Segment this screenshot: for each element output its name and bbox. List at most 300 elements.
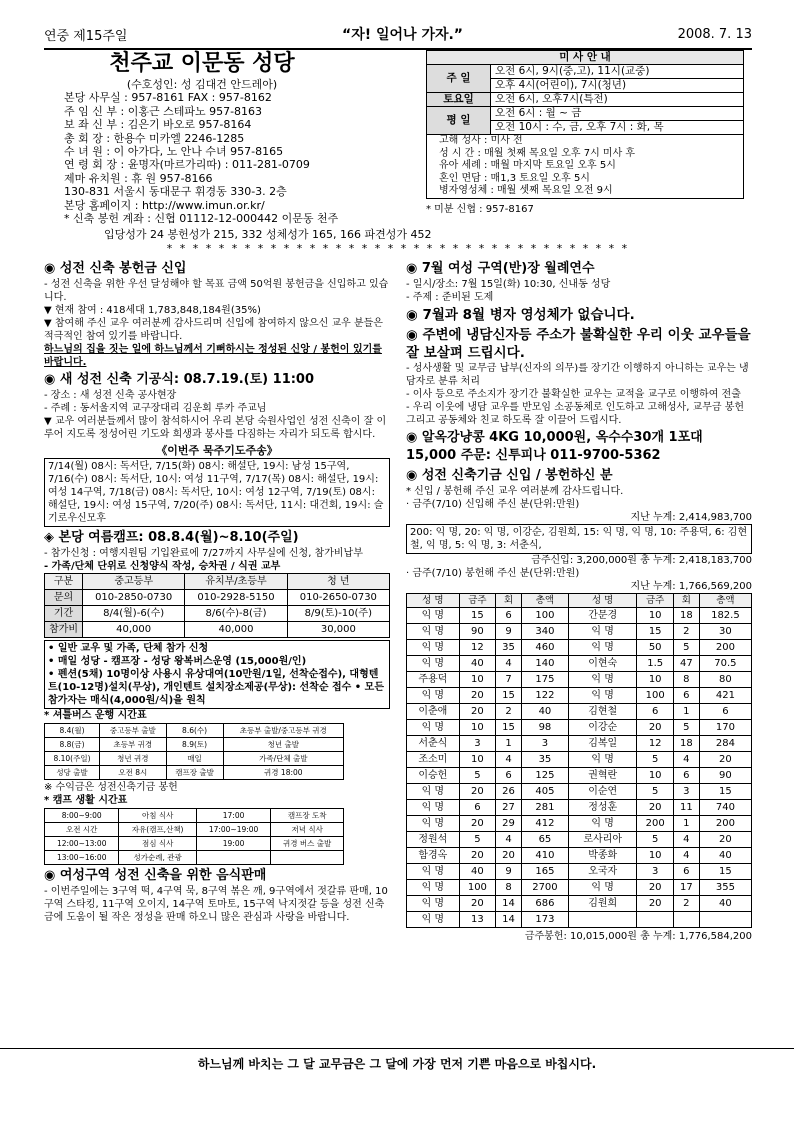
donation-cell: 로사리아 <box>568 832 637 848</box>
text-line: - 성전 신축을 위한 우선 달성해야 할 목표 금액 50억원 봉헌금을 신입하고 있습니다. <box>44 279 389 304</box>
donation-cell: 20 <box>637 896 673 912</box>
parish-line: 주 임 신 부 : 이홍근 스테파노 957-8163 <box>64 104 263 118</box>
text-line: ▼ 현재 참여 : 418세대 1,783,848,184원(35%) <box>44 305 261 317</box>
donation-cell: 20 <box>459 704 495 720</box>
donation-cell <box>568 912 637 928</box>
donation-cell: 18 <box>673 608 699 624</box>
donation-cell: 173 <box>522 912 569 928</box>
table-row <box>407 672 752 688</box>
donation-cell: 오국자 <box>568 864 637 880</box>
footer-message: 하느님께 바치는 그 달 교무금은 그 달에 가장 먼저 기쁜 마음으로 바칩시다. <box>0 1048 794 1072</box>
donation-cell: 익 명 <box>407 624 460 640</box>
camp-cell: 010-2928-5150 <box>185 590 287 606</box>
donation-cell: 4 <box>673 752 699 768</box>
donation-cell: 5 <box>673 720 699 736</box>
donation-cell: 182.5 <box>699 608 751 624</box>
camp-cell: 문의 <box>45 590 83 606</box>
table-row <box>407 784 752 800</box>
mass-details <box>427 135 744 199</box>
donation-cell: 7 <box>496 672 522 688</box>
camp-cell: 8/9(토)-10(주) <box>287 606 389 622</box>
donation-cell: 740 <box>699 800 751 816</box>
parish-info <box>44 50 420 225</box>
donation-cell: 이강순 <box>568 720 637 736</box>
mass-time: 오전 6시 : 월 ~ 금 <box>491 107 744 121</box>
donation-cell: 20 <box>637 800 673 816</box>
donation-cell: 익 명 <box>407 864 460 880</box>
table-row <box>407 896 752 912</box>
donation-cell: 6 <box>673 688 699 704</box>
donation-cell: 3 <box>673 784 699 800</box>
donation-cell: 200 <box>699 816 751 832</box>
donation-cell: 9 <box>496 864 522 880</box>
camp-header-cell: 유치부/초등부 <box>185 574 287 590</box>
donation-cell: 김현철 <box>568 704 637 720</box>
donation-cell: 4 <box>673 848 699 864</box>
donation-cell: 90 <box>459 624 495 640</box>
bus-cell: 초등부 귀경 <box>100 738 167 752</box>
donation-cell: 익 명 <box>407 640 460 656</box>
camp-table <box>44 573 390 638</box>
parish-line: 보 좌 신 부 : 김은기 바오로 957-8164 <box>64 118 252 132</box>
mass-detail-line: 성 시 간 : 매월 첫째 목요일 오후 7시 미사 후 <box>439 147 636 159</box>
life-cell: 아침 식사 <box>119 809 196 823</box>
donation-cell: 익 명 <box>568 672 637 688</box>
donation-cell: 6 <box>673 768 699 784</box>
text-line: ▼ 참여해 주신 교우 여러분께 감사드리며 신입에 참여하지 않으신 교우 분들은 적극적인 참여 있기를 바랍니다. <box>44 318 383 343</box>
donation-cell: 간문경 <box>568 608 637 624</box>
table-row <box>407 816 752 832</box>
donation-cell: 29 <box>496 816 522 832</box>
section-title: ◉ 여성구역 성전 신축을 위한 음식판매 <box>44 868 267 884</box>
donation-cell: 40 <box>459 864 495 880</box>
donation-cell: 10 <box>637 608 673 624</box>
donation-cell: 권혁란 <box>568 768 637 784</box>
donation-header: 총액 <box>699 594 751 608</box>
donation-cell: 410 <box>522 848 569 864</box>
mass-detail-line: 고해 성사 : 미사 전 <box>439 135 523 146</box>
donation-cell: 26 <box>496 784 522 800</box>
text-line: - 가족/단체 단위로 신청양식 작성, 승차권 / 식권 교부 <box>44 561 281 573</box>
donation-cell: 이순연 <box>568 784 637 800</box>
rosary-title: 《이번주 묵주기도주송》 <box>156 444 278 458</box>
donation-cell: 15 <box>699 784 751 800</box>
donation-cell: 20 <box>459 816 495 832</box>
donation-header: 성 명 <box>568 594 637 608</box>
donation-cell: 20 <box>459 848 495 864</box>
donation-cell: 10 <box>459 752 495 768</box>
table-row <box>407 832 752 848</box>
donation-cell: 40 <box>699 896 751 912</box>
camp-cell: 010-2850-0730 <box>83 590 185 606</box>
pledge-box: 200: 익 명, 20: 익 명, 이강순, 김원희, 15: 익 명, 익 명, 10: 주용덕, 6: 김현철, 익 명, 5: 익 명, 3: 서춘식, <box>406 524 752 554</box>
mass-time: 오전 6시, 9시(중,고), 11시(교중) <box>491 65 744 79</box>
text-line: - 주례 : 동서울지역 교구장대리 김운회 루카 주교님 <box>44 403 267 415</box>
mass-schedule <box>426 50 744 225</box>
parish-line: 130-831 서울시 동대문구 휘경동 330-3. 2층 <box>64 185 287 199</box>
donation-cell: 익 명 <box>407 784 460 800</box>
right-column <box>406 258 752 943</box>
camp-note: • 일반 교우 및 가족, 단체 참가 신청 <box>48 643 209 655</box>
donation-cell: 이승헌 <box>407 768 460 784</box>
left-column <box>44 258 390 943</box>
table-row <box>407 608 752 624</box>
donation-cell: 김원희 <box>568 896 637 912</box>
donation-cell: 15 <box>496 720 522 736</box>
star-divider: * * * * * * * * * * * * * * * * * * * * * * * * * * * * * * * * * * * * <box>166 242 630 256</box>
donation-header: 성 명 <box>407 594 460 608</box>
camp-header-cell: 청 년 <box>287 574 389 590</box>
table-row <box>407 800 752 816</box>
donation-cell: 122 <box>522 688 569 704</box>
donation-cell: 익 명 <box>407 880 460 896</box>
issue-date: 2008. 7. 13 <box>677 26 752 42</box>
donation-cell: 익 명 <box>568 688 637 704</box>
text-line: - 성사생활 및 교무금 납부(신자의 의무)를 장기간 이행하지 아니하는 교우는 냉담자로 분류 처리 <box>406 363 749 388</box>
donation-cell: 김복일 <box>568 736 637 752</box>
donation-cell: 2700 <box>522 880 569 896</box>
donation-cell: 421 <box>699 688 751 704</box>
life-cell: 자유(캠프,산책) <box>119 823 196 837</box>
bus-cell: 8.6(수) <box>166 724 223 738</box>
donation-cell: 익 명 <box>407 896 460 912</box>
donation-cell: 20 <box>459 896 495 912</box>
section-title: ◉ 새 성전 신축 기공식: 08.7.19.(토) 11:00 <box>44 372 315 388</box>
donation-cell: 9 <box>496 624 522 640</box>
donation-cell: 284 <box>699 736 751 752</box>
section-title: ◉ 알옥강냥콩 4KG 10,000원, 옥수수30개 1포대 15,000 주문: 신투피나 011-9700-5362 <box>406 430 703 464</box>
mass-label-sunday: 주 일 <box>427 65 491 93</box>
section-title: ◈ 본당 여름캠프: 08.8.4(월)~8.10(주일) <box>44 530 299 546</box>
donation-cell: 박종화 <box>568 848 637 864</box>
donation-cell: 6 <box>459 800 495 816</box>
mass-table <box>426 50 744 199</box>
bus-cell: 청년 출발 <box>223 738 343 752</box>
donation-cell: 4 <box>496 752 522 768</box>
parish-line: 연 령 회 장 : 윤명자(마르가리따) : 011-281-0709 <box>64 158 310 172</box>
life-cell: 17:00~19:00 <box>196 823 270 837</box>
donation-cell: 100 <box>459 880 495 896</box>
credit-union: * 미분 신협 : 957-8167 <box>426 203 534 215</box>
donation-cell: 12 <box>459 640 495 656</box>
donation-cell: 98 <box>522 720 569 736</box>
donation-cell: 40 <box>522 704 569 720</box>
section-title: ◉ 성전 신축기금 신입 / 봉헌하신 분 <box>406 468 613 484</box>
donation-cell: 90 <box>699 768 751 784</box>
text-line: · 금주(7/10) 신입해 주신 분(단위:만원) <box>406 499 580 511</box>
section-title: ◉ 성전 신축 봉헌금 신입 <box>44 261 187 277</box>
donation-cell: 익 명 <box>568 624 637 640</box>
camp-header-cell: 중고등부 <box>83 574 185 590</box>
bus-cell: 캠프장 출발 <box>166 766 223 780</box>
donation-cell: 40 <box>459 656 495 672</box>
donation-cell: 65 <box>522 832 569 848</box>
donation-cell: 10 <box>459 720 495 736</box>
camp-note: • 매일 성당 - 캠프장 - 성당 왕복버스운영 (15,000원/인) <box>48 656 307 668</box>
camp-header-cell: 구분 <box>45 574 83 590</box>
table-row <box>407 736 752 752</box>
section-title: ◉ 7월과 8월 병자 영성체가 없습니다. <box>406 307 635 324</box>
life-cell: 성가순례, 관광 <box>119 851 196 865</box>
camp-note: • 펜션(5채) 10명이상 사용시 유상대여(10만원/1일, 선착순접수), 대형텐트(10-12명)설치(무상), 개인텐트 설치장소제공(무상): 선착순 접수 • 모든 참가자는 매식(4,000원/식)을 원칙 <box>48 669 384 707</box>
text-line: - 이사 등으로 주소지가 장기간 불확실한 교우는 교적을 교구로 이행하여 전출 <box>406 389 741 401</box>
donation-cell <box>637 912 673 928</box>
life-cell: 8:00~9:00 <box>45 809 119 823</box>
donation-cell: 20 <box>496 848 522 864</box>
donation-cell: 5 <box>637 752 673 768</box>
donation-cell: 125 <box>522 768 569 784</box>
donation-cell: 50 <box>637 640 673 656</box>
donation-cell: 20 <box>637 880 673 896</box>
parish-line: 수 녀 원 : 이 아가다, 노 안나 수녀 957-8165 <box>64 145 284 159</box>
donation-cell: 이춘애 <box>407 704 460 720</box>
donation-cell: 익 명 <box>568 880 637 896</box>
parish-title: 천주교 이문동 성당 <box>109 51 295 76</box>
donation-cell: 6 <box>637 704 673 720</box>
donation-cell: 80 <box>699 672 751 688</box>
donation-cell: 2 <box>496 704 522 720</box>
table-row <box>407 656 752 672</box>
donation-cell: 익 명 <box>407 816 460 832</box>
parish-patron: (수호성인: 성 김대건 안드레아) <box>126 78 278 91</box>
parish-line: 본당 사무실 : 957-8161 FAX : 957-8162 <box>64 91 272 105</box>
donation-cell: 4 <box>496 832 522 848</box>
donation-cell: 165 <box>522 864 569 880</box>
bus-cell: 매일 <box>166 752 223 766</box>
table-row <box>407 640 752 656</box>
table-row <box>407 752 752 768</box>
donation-cell: 익 명 <box>407 800 460 816</box>
top-line <box>44 24 752 44</box>
life-cell: 점심 식사 <box>119 837 196 851</box>
life-cell: 12:00~13:00 <box>45 837 119 851</box>
bus-cell: 가족/단체 출발 <box>223 752 343 766</box>
donation-cell: 5 <box>459 832 495 848</box>
donation-cell: 익 명 <box>568 752 637 768</box>
donation-cell <box>673 912 699 928</box>
donation-cell: 20 <box>459 688 495 704</box>
text-line: - 우리 이웃에 냉담 교우를 반모임 소공동체로 인도하고 고해성사, 교무금 봉헌 그리고 공동체와 친교 하도록 잘 이끌어 드립시다. <box>406 402 745 427</box>
bus-title: * 셔틀버스 운행 시간표 <box>44 710 147 722</box>
donation-cell: 15 <box>496 688 522 704</box>
donation-cell: 5 <box>637 784 673 800</box>
donation-cell: 200 <box>637 816 673 832</box>
donation-cell: 10 <box>459 672 495 688</box>
life-cell: 오전 시간 <box>45 823 119 837</box>
profit-note: ※ 수익금은 성전신축기금 봉헌 <box>44 782 178 794</box>
bus-cell: 귀경 18:00 <box>223 766 343 780</box>
donation-cell: 익 명 <box>407 912 460 928</box>
donation-table <box>406 593 752 928</box>
donation-cell: 100 <box>522 608 569 624</box>
parish-line: 제마 유치원 : 휴 원 957-8166 <box>64 171 213 185</box>
text-line: - 참가신청 : 여행지원팀 기입완료에 7/27까지 사무실에 신청, 참가비납부 <box>44 548 363 560</box>
donation-cell: 47 <box>673 656 699 672</box>
donation-cell: 정원석 <box>407 832 460 848</box>
life-cell: 귀경 버스 출발 <box>271 837 344 851</box>
donation-cell: 6 <box>496 608 522 624</box>
donation-cell: 8 <box>673 672 699 688</box>
donation-header: 금주 <box>637 594 673 608</box>
donation-cell: 20 <box>699 832 751 848</box>
bus-cell: 초등부 출발/중고등부 귀경 <box>223 724 343 738</box>
donation-cell: 6 <box>496 768 522 784</box>
bus-cell: 오전 8시 <box>100 766 167 780</box>
donation-cell: 5 <box>673 640 699 656</box>
mass-detail-line: 혼인 면담 : 매1,3 토요일 오후 5시 <box>439 172 590 184</box>
donation-cell: 412 <box>522 816 569 832</box>
camp-notes <box>44 640 390 709</box>
life-title: * 캠프 생활 시간표 <box>44 795 128 807</box>
donation-cell: 익 명 <box>568 640 637 656</box>
text-line: - 주제 : 준비된 도제 <box>406 292 494 304</box>
table-row <box>407 880 752 896</box>
donation-cell: 4 <box>496 656 522 672</box>
donation-cell: 13 <box>459 912 495 928</box>
donation-cell <box>699 912 751 928</box>
donation-cell: 20 <box>459 784 495 800</box>
text-line: - 장소 : 새 성전 신축 공사현장 <box>44 390 177 402</box>
prev-total: 지난 누계: 1,766,569,200 <box>630 581 752 593</box>
table-row <box>407 864 752 880</box>
donation-cell: 함경옥 <box>407 848 460 864</box>
parish-line: 본당 홈페이지 : http://www.imun.or.kr/ <box>64 198 265 212</box>
donation-cell: 정성훈 <box>568 800 637 816</box>
donation-cell: 17 <box>673 880 699 896</box>
donation-cell: 30 <box>699 624 751 640</box>
donation-cell: 15 <box>699 864 751 880</box>
donation-cell: 1 <box>673 704 699 720</box>
donation-cell: 20 <box>699 752 751 768</box>
donation-total: 금주봉헌: 10,015,000원 총 누계: 1,776,584,200 <box>524 931 752 943</box>
mass-time: 오후 4시(어린이), 7시(청년) <box>491 79 744 93</box>
mass-detail-line: 유아 세례 : 매월 마지막 토요일 오후 5시 <box>439 160 616 171</box>
emphasis-line: 하느님의 집을 짓는 일에 하느님께서 기뻐하시는 정성된 신앙 / 봉헌이 있기를 바랍니다. <box>44 344 382 369</box>
donation-cell: 100 <box>637 688 673 704</box>
donation-cell: 주용덕 <box>407 672 460 688</box>
motto: “자! 일어나 가자.” <box>342 27 464 43</box>
donation-cell: 조소미 <box>407 752 460 768</box>
rosary-box: 7/14(월) 08시: 독서단, 7/15(화) 08시: 해설단, 19시: 남성 15구역, 7/16(수) 08시: 독서단, 10시: 여성 11구역, 7/17(목) 08시: 해설단, 19시: 여성 14구역, 7/18(금) 08시: 독서단, 10시: 여성 12구역, 7/19(토) 08시: 해설단, 19시: 여성 15구역, 7/20(주) 08시: 독서단, 11시: 대건회, 19시: 슬기로우신모후 <box>44 458 390 527</box>
section-title: ◉ 7월 여성 구역(반)장 월례연수 <box>406 261 595 277</box>
camp-cell: 참가비 <box>45 622 83 638</box>
donation-cell: 35 <box>522 752 569 768</box>
donation-cell: 70.5 <box>699 656 751 672</box>
parish-line: * 신축 봉헌 계좌 : 신협 01112-12-000442 이문동 천주 <box>64 212 339 226</box>
donation-cell: 2 <box>673 896 699 912</box>
camp-cell: 40,000 <box>83 622 185 638</box>
donation-cell: 11 <box>673 800 699 816</box>
table-row <box>407 704 752 720</box>
mass-time: 오전 10시 : 수, 금, 오후 7시 : 화, 목 <box>491 121 744 135</box>
bus-cell: 성당 출발 <box>45 766 100 780</box>
liturgical-week: 연중 제15주일 <box>44 28 128 44</box>
bus-table <box>44 723 344 780</box>
life-cell: 17:00 <box>196 809 270 823</box>
life-cell: 13:00~16:00 <box>45 851 119 865</box>
donation-cell: 14 <box>496 912 522 928</box>
donation-cell: 4 <box>673 832 699 848</box>
donation-cell: 170 <box>699 720 751 736</box>
table-row <box>407 768 752 784</box>
donation-cell: 12 <box>637 736 673 752</box>
donation-header: 회 <box>673 594 699 608</box>
camp-cell: 30,000 <box>287 622 389 638</box>
bus-cell: 중고등부 출발 <box>100 724 167 738</box>
donation-cell: 40 <box>699 848 751 864</box>
donation-cell: 1 <box>496 736 522 752</box>
life-cell: 캠프장 도착 <box>271 809 344 823</box>
table-row <box>407 912 752 928</box>
mass-time: 오전 6시, 오후7시(특전) <box>491 93 744 107</box>
section-title: ◉ 주변에 냉담신자등 주소가 불확실한 우리 이웃 교우들을 잘 보살펴 드립시다. <box>406 327 751 362</box>
donation-cell: 3 <box>522 736 569 752</box>
donation-cell: 3 <box>459 736 495 752</box>
donation-cell: 27 <box>496 800 522 816</box>
camp-cell: 8/4(월)-6(수) <box>83 606 185 622</box>
donation-cell: 8 <box>496 880 522 896</box>
donation-cell: 10 <box>637 768 673 784</box>
donation-cell: 1.5 <box>637 656 673 672</box>
donation-cell: 15 <box>637 624 673 640</box>
bus-cell: 청년 귀경 <box>100 752 167 766</box>
bus-cell: 8.9(토) <box>166 738 223 752</box>
donation-header: 총액 <box>522 594 569 608</box>
donation-cell: 익 명 <box>407 720 460 736</box>
donation-cell: 20 <box>637 720 673 736</box>
camp-cell: 기간 <box>45 606 83 622</box>
donation-cell: 355 <box>699 880 751 896</box>
donation-header: 회 <box>496 594 522 608</box>
donation-cell: 35 <box>496 640 522 656</box>
table-row <box>407 688 752 704</box>
table-row <box>407 624 752 640</box>
life-cell <box>196 851 270 865</box>
donation-cell: 5 <box>637 832 673 848</box>
life-cell <box>271 851 344 865</box>
donation-cell: 5 <box>459 768 495 784</box>
life-table <box>44 808 344 865</box>
text-line: ▼ 교우 여러분들께서 많이 참석하시어 우리 본당 숙원사업인 성전 신축이 잘 이루어 지도록 정성어린 기도와 희생과 봉사를 다짐하는 자리가 되도록 합시다. <box>44 416 387 441</box>
donation-cell: 6 <box>673 864 699 880</box>
pledge-total: 금주신입: 3,200,000원 총 누계: 2,418,183,700 <box>531 555 752 567</box>
donation-cell: 10 <box>637 672 673 688</box>
mass-label-saturday: 토요일 <box>427 93 491 107</box>
donation-cell: 405 <box>522 784 569 800</box>
parish-line: 총 회 장 : 한용수 미카엘 2246-1285 <box>64 131 245 145</box>
masthead <box>44 48 752 225</box>
donation-cell: 서춘식 <box>407 736 460 752</box>
bus-cell: 8.10(주일) <box>45 752 100 766</box>
mass-label-weekday: 평 일 <box>427 107 491 135</box>
camp-cell: 8/6(수)-8(금) <box>185 606 287 622</box>
donation-cell: 200 <box>699 640 751 656</box>
mass-detail-line: 병자영성체 : 매월 셋째 목요일 오전 9시 <box>439 185 613 196</box>
life-cell: 저녁 식사 <box>271 823 344 837</box>
donation-cell: 10 <box>637 848 673 864</box>
donation-cell: 460 <box>522 640 569 656</box>
donation-cell: 익 명 <box>407 656 460 672</box>
donation-cell: 익 명 <box>568 816 637 832</box>
bulletin-page <box>44 24 752 943</box>
mass-head: 미 사 안 내 <box>427 51 744 65</box>
text-line: - 일시/장소: 7월 15일(화) 10:30, 신내동 성당 <box>406 279 611 291</box>
bus-cell: 8.8(금) <box>45 738 100 752</box>
camp-cell: 010-2650-0730 <box>287 590 389 606</box>
hymn-numbers: 입당성가 24 봉헌성가 215, 332 성체성가 165, 166 파견성가 452 <box>104 228 432 242</box>
text-line: · 금주(7/10) 봉헌해 주신 분(단위:만원) <box>406 568 580 580</box>
donation-cell: 686 <box>522 896 569 912</box>
